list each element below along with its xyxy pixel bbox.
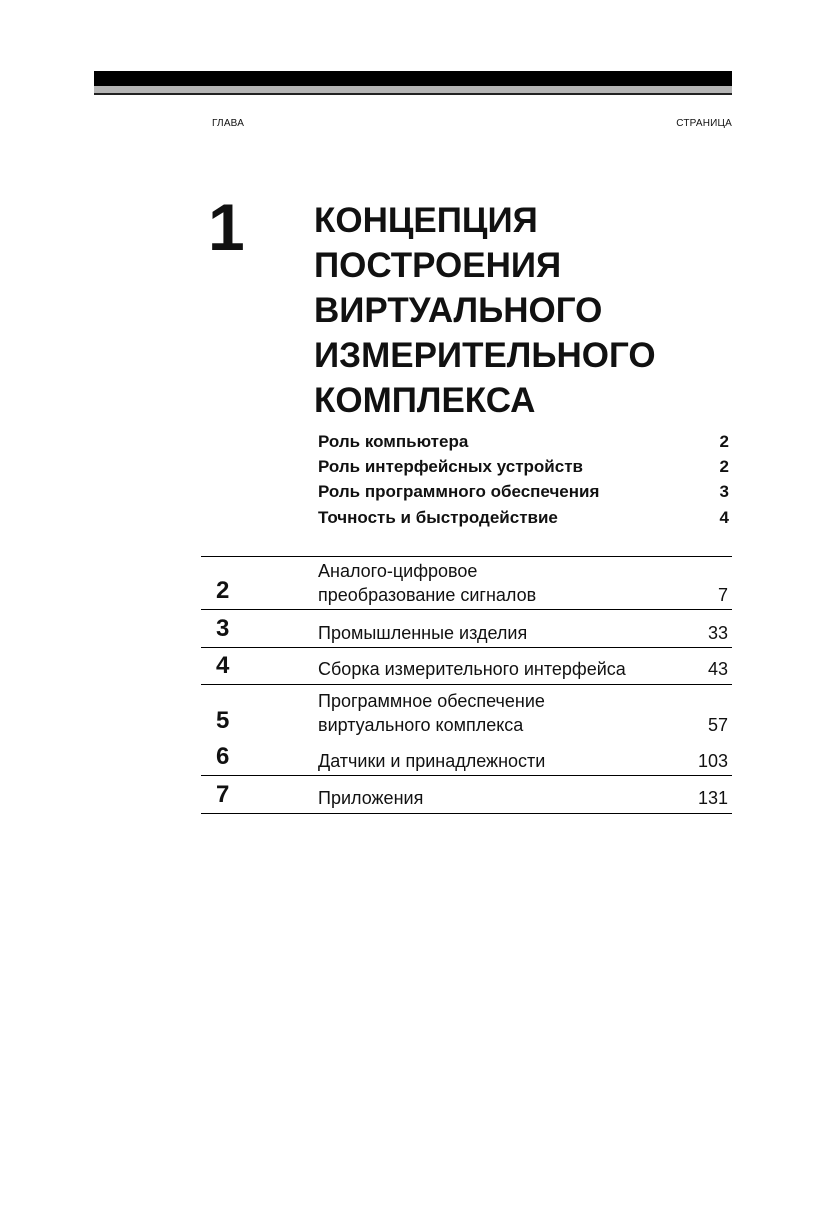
chapter-row-6[interactable] (201, 741, 732, 776)
current-chapter-title (314, 198, 734, 423)
chapter-page: 103 (697, 751, 728, 771)
chapter-row-7[interactable] (201, 776, 732, 814)
chapter-title (318, 657, 626, 681)
section-page: 4 (719, 507, 729, 527)
current-chapter-number: 1 (208, 190, 245, 264)
section-item[interactable] (318, 429, 729, 454)
chapter-page: 33 (707, 623, 728, 643)
title-line: КОМПЛЕКСА (314, 381, 536, 420)
chapter-row-3[interactable] (201, 610, 732, 648)
section-list (318, 429, 729, 530)
chapter-number: 4 (216, 652, 230, 679)
chapter-title-line: преобразование сигналов (318, 585, 537, 605)
section-title: Роль компьютера (318, 431, 469, 451)
title-line: ИЗМЕРИТЕЛЬНОГО (314, 336, 656, 375)
chapter-number: 7 (216, 781, 230, 808)
section-page: 3 (719, 482, 729, 502)
chapter-title (318, 559, 536, 607)
chapter-title-line: Датчики и принадлежности (318, 751, 546, 771)
chapter-title (318, 749, 545, 773)
chapter-page: 131 (697, 788, 728, 808)
chapter-row-4[interactable] (201, 648, 732, 685)
header-bar-gray (94, 86, 732, 93)
section-title: Роль программного обеспечения (318, 482, 600, 502)
section-page: 2 (719, 456, 729, 476)
chapter-title (318, 621, 527, 645)
section-item[interactable] (318, 454, 729, 479)
chapter-page: 7 (717, 585, 728, 605)
chapter-number: 5 (216, 707, 230, 734)
section-page: 2 (719, 431, 729, 451)
header-bar-black (94, 71, 732, 86)
chapter-number: 6 (216, 743, 230, 770)
chapter-number: 2 (216, 577, 230, 604)
section-title: Роль интерфейсных устройств (318, 456, 583, 476)
chapter-table (201, 556, 732, 814)
header-rule (94, 93, 732, 95)
chapter-page: 57 (707, 715, 728, 735)
section-item[interactable] (318, 505, 729, 530)
chapter-row-5[interactable] (201, 685, 732, 741)
page-column-label: СТРАНИЦА (676, 118, 732, 129)
chapter-title-line: Промышленные изделия (318, 623, 528, 643)
chapter-title-line: виртуального комплекса (318, 715, 524, 735)
chapter-page: 43 (707, 659, 728, 679)
chapter-title-line: Приложения (318, 788, 424, 808)
title-line: КОНЦЕПЦИЯ (314, 201, 538, 240)
chapter-title (318, 786, 423, 810)
chapter-title-line: Аналого-цифровое (318, 561, 478, 581)
chapter-title-line: Сборка измерительного интерфейса (318, 659, 626, 679)
chapter-column-label: ГЛАВА (212, 118, 245, 129)
chapter-title (318, 689, 545, 737)
section-title: Точность и быстродействие (318, 507, 558, 527)
chapter-title-line: Программное обеспечение (318, 691, 545, 711)
title-line: ПОСТРОЕНИЯ (314, 246, 562, 285)
section-item[interactable] (318, 480, 729, 505)
chapter-number: 3 (216, 615, 230, 642)
chapter-row-2[interactable] (201, 557, 732, 610)
title-line: ВИРТУАЛЬНОГО (314, 291, 603, 330)
